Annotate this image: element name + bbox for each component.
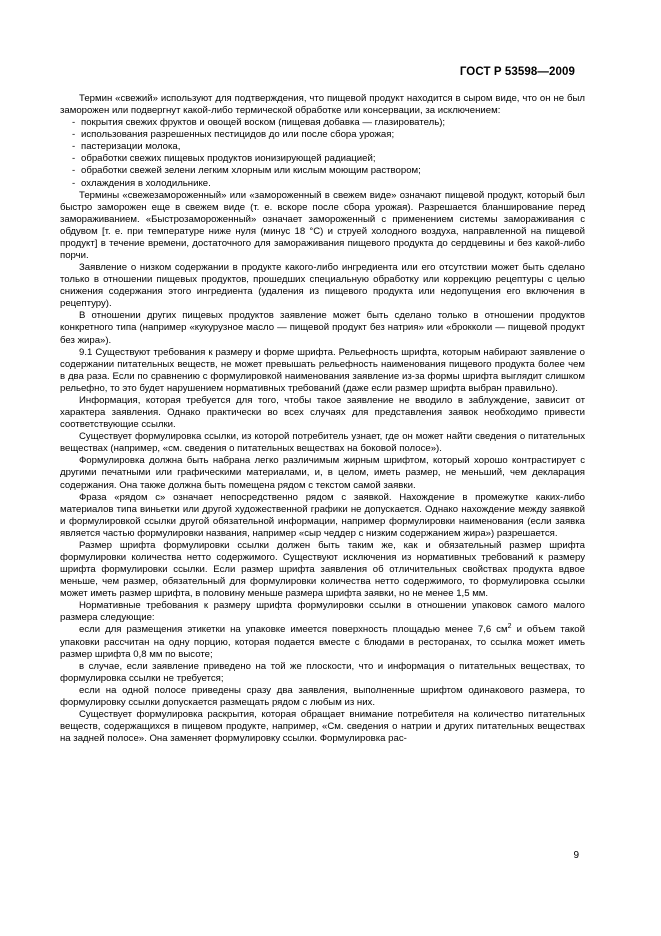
document-header: ГОСТ Р 53598—2009 — [459, 66, 575, 78]
list-item: - охлаждения в холодильнике. — [60, 178, 585, 190]
list-item: - обработки свежей зелени легким хлорным или кислым моющим раствором; — [60, 165, 585, 177]
list-item: - обработки свежих пищевых продуктов ионизирующей радиацией; — [60, 153, 585, 165]
superscript: 2 — [507, 623, 512, 631]
exception-list — [60, 117, 585, 189]
list-item: - пастеризации молока, — [60, 141, 585, 153]
paragraph: 9.1 Существуют требования к размеру и форме шрифта. Рельефность шрифта, которым набирают заявление о содержании питательных веществ, не может превышать рельефность наименования пищевого продукта более чем в два раза. Если по сравнению с формулировкой наименования заявление из-за формы шрифта выглядит слишком рельефно, то это будет нарушением нормативных требований (даже если размер шрифта выбран правильно). — [60, 346, 585, 394]
document-body — [60, 93, 585, 745]
paragraph: Размер шрифта формулировки ссылки должен быть таким же, как и обязательный размер шрифта формулировки количества нетто содержимого. Существуют исключения из нормативных требований к размеру шрифта формулировки ссылки. Если размер шрифта заявления об отличительных свойствах продукта вдвое меньше, чем размер, обязательный для формулировки количества нетто содержимого, то формулировка ссылки может иметь размер шрифта, в половину меньше размера шрифта заявки, но не менее 1,5 мм. — [60, 539, 585, 600]
paragraph: Формулировка должна быть набрана легко различимым жирным шрифтом, который хорошо контрастирует с другими печатными или графическими материалами, и, в целом, иметь размер, не меньший, чем декларация содержания. Она также должна быть помещена рядом с текстом самой заявки. — [60, 455, 585, 491]
paragraph — [60, 624, 585, 660]
paragraph-text: и объем такой упаковки рассчитан на одну порцию, которая подается вместе с блюдами в ресторанах, то ссылка может иметь размер шрифта 0,8 мм по высоте; — [60, 624, 586, 660]
paragraph: Существует формулировка раскрытия, которая обращает внимание потребителя на количество питательных веществ, содержащихся в пищевом продукте, например, «См. сведения о натрии и других питательных веществах на задней полосе». Она заменяет формулировку ссылки. Формулировка рас- — [60, 708, 585, 745]
paragraph: В отношении других пищевых продуктов заявление может быть сделано только в отношении продуктов конкретного типа (например «кукурузное масло — пищевой продукт без натрия» или «брокколи — пищевой продукт без жира»). — [60, 310, 585, 346]
paragraph: Нормативные требования к размеру шрифта формулировки ссылки в отношении упаковок самого малого размера следующие: — [60, 600, 585, 624]
paragraph: если на одной полосе приведены сразу два заявления, выполненные шрифтом одинакового размера, то формулировку ссылки допускается размещать рядом с любым из них. — [60, 684, 585, 708]
paragraph: Существует формулировка ссылки, из которой потребитель узнает, где он может найти сведения о питательных веществах (например, «см. сведения о питательных веществах на боковой полосе»). — [60, 431, 585, 455]
page-number: 9 — [573, 850, 579, 861]
paragraph: Термины «свежезамороженный» или «замороженный в свежем виде» означают пищевой продукт, который был быстро заморожен еще в свежем виде (т. е. вскоре после сбора урожая). Разрешается бланширование перед замораживанием. «Быстрозамороженный» означает замороженный с применением системы замораживания с обдувом [т. е. при температуре ниже нуля (минус 18 °С) и струей холодного воздуха, направленной на пищевой продукт] в течение времени, достаточного для замораживания пищевого продукта до сердцевины и без какой-либо порчи. — [60, 189, 585, 262]
list-item: - использования разрешенных пестицидов до или после сбора урожая; — [60, 129, 585, 141]
paragraph: Заявление о низком содержании в продукте какого-либо ингредиента или его отсутствии может быть сделано только в отношении пищевых продуктов, прошедших специальную обработку или коррекцию рецептуры с целью снижения содержания этого ингредиента (удаления из пищевого продукта или недопущения его включения в рецептуру). — [60, 262, 585, 310]
paragraph: в случае, если заявление приведено на той же плоскости, что и информация о питательных веществах, то формулировка ссылки не требуется; — [60, 660, 585, 684]
list-item: - покрытия свежих фруктов и овощей воском (пищевая добавка — глазирователь); — [60, 117, 585, 129]
paragraph-text: если для размещения этикетки на упаковке имеется поверхность площадью менее 7,6 см — [79, 624, 508, 636]
paragraph: Термин «свежий» используют для подтверждения, что пищевой продукт находится в сыром виде, что он не был заморожен или подвергнут какой-либо термической обработке или консервации, за исключением: — [60, 93, 585, 117]
paragraph: Информация, которая требуется для того, чтобы такое заявление не вводило в заблуждение, зависит от характера заявления. Однако практически во всех случаях для представления заявок необходимо привести соответствующие ссылки. — [60, 394, 585, 431]
paragraph: Фраза «рядом с» означает непосредственно рядом с заявкой. Нахождение в промежутке каких-либо материалов типа виньетки или другой художественной графики не допускается. Однако нахождение между заявкой и формулировкой ссылки другой обязательной информации, например формулировки наименования (если заявка является частью формулировки названия, например «сыр чеддер с низким содержанием жира») разрешается. — [60, 491, 585, 539]
